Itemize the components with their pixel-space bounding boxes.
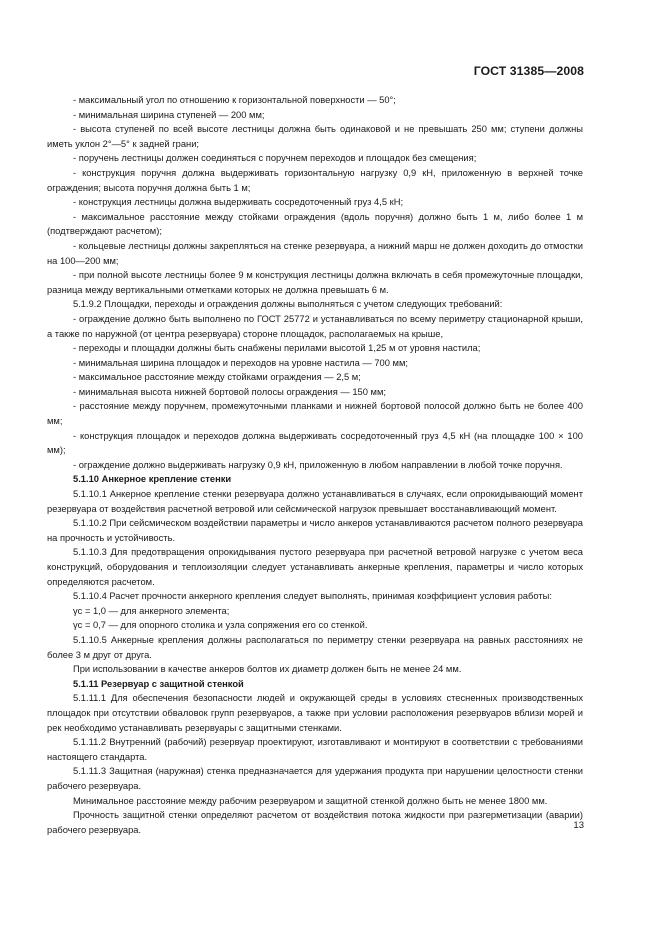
list-item: - минимальная ширина ступеней — 200 мм;	[73, 109, 265, 120]
list-item: - высота ступеней по всей высоте лестницы должна быть одинаковой и не превышать 250 мм; ступени должны иметь уклон 2°—5° к задней грани;	[47, 124, 583, 149]
list-item: - расстояние между поручнем, промежуточными планками и нижней бортовой полосой должно быть не более 400 мм;	[47, 401, 583, 427]
formula-line: γc = 1,0 — для анкерного элемента;	[73, 605, 230, 616]
clause-paragraph: Минимальное расстояние между рабочим резервуаром и защитной стенкой должно быть не менее 1800 мм.	[73, 795, 548, 806]
list-item: - конструкция поручня должна выдерживать горизонтальную нагрузку 0,9 кН, приложенную в верхней точке ограждения; высота поручня должна быть 1 м;	[47, 167, 583, 193]
clause-paragraph: 5.1.10.2 При сейсмическом воздействии параметры и число анкеров устанавливаются расчетом полного резервуара на прочность и устойчивость.	[47, 518, 583, 543]
clause-paragraph: 5.1.10.5 Анкерные крепления должны располагаться по периметру стенки резервуара на равных расстояниях не более 3 м друг от друга.	[47, 634, 583, 660]
list-item: - максимальное расстояние между стойками ограждения (вдоль поручня) должно быть 1 м, либо более 1 м (подтверждают расчетом);	[47, 211, 583, 237]
clause-paragraph: Прочность защитной стенки определяют расчетом от воздействия потока жидкости при разгерметизации (аварии) рабочего резервуара.	[47, 810, 583, 835]
clause-paragraph: 5.1.10.1 Анкерное крепление стенки резервуара должно устанавливаться в случаях, если опрокидывающий момент резервуара от воздействия расчетной ветровой или сейсмической нагрузок превышает восстанавливающий момент.	[47, 489, 583, 514]
list-item: - кольцевые лестницы должны закрепляться на стенке резервуара, а нижний марш не должен доходить до отмостки на 100—200 мм;	[47, 240, 583, 266]
formula-line: γc = 0,7 — для опорного столика и узла сопряжения его со стенкой.	[73, 620, 368, 631]
list-item: - конструкция лестницы должна выдерживать сосредоточенный груз 4,5 кН;	[73, 197, 404, 208]
list-item: - ограждение должно выдерживать нагрузку 0,9 кН, приложенную в любом направлении в любой точке поручня.	[73, 459, 563, 470]
list-item: - ограждение должно быть выполнено по ГОСТ 25772 и устанавливаться по всему периметру стационарной крыши, а также по наружной (от центра резервуара) стороне площадок, располагаемых на крыше,	[47, 313, 583, 339]
list-item: - минимальная высота нижней бортовой полосы ограждения — 150 мм;	[73, 386, 386, 397]
list-item: - максимальное расстояние между стойками ограждения — 2,5 м;	[73, 372, 361, 383]
document-id: ГОСТ 31385—2008	[473, 64, 584, 78]
list-item: - максимальный угол по отношению к горизонтальной поверхности — 50°;	[73, 95, 396, 105]
clause-paragraph: 5.1.11.1 Для обеспечения безопасности людей и окружающей среды в условиях стесненных производственных площадок при отсутствии обваловок групп резервуаров, а также при условии расположения резервуаров вблизи морей и рек необходимо устанавливать резервуары с защитными стенками.	[47, 693, 583, 733]
clause-paragraph: 5.1.11.3 Защитная (наружная) стенка предназначается для удержания продукта при нарушении целостности стенки рабочего резервуара.	[47, 766, 583, 791]
section-heading: 5.1.10 Анкерное крепление стенки	[73, 474, 232, 485]
list-item: - конструкция площадок и переходов должна выдерживать сосредоточенный груз 4,5 кН (на площадке 100 × 100 мм);	[47, 430, 583, 456]
list-item: - минимальная ширина площадок и переходов на уровне настила — 700 мм;	[73, 357, 408, 368]
list-item: - переходы и площадки должны быть снабжены перилами высотой 1,25 м от уровня настила;	[73, 343, 481, 354]
clause-paragraph: 5.1.10.4 Расчет прочности анкерного крепления следует выполнять, принимая коэффициент условия работы:	[73, 591, 552, 602]
clause-paragraph: 5.1.11.2 Внутренний (рабочий) резервуар проектируют, изготавливают и монтируют в соответствии с требованиями настоящего стандарта.	[47, 737, 583, 762]
clause-paragraph: При использовании в качестве анкеров болтов их диаметр должен быть не менее 24 мм.	[73, 664, 462, 675]
document-body	[47, 93, 583, 837]
list-item: - поручень лестницы должен соединяться с поручнем переходов и площадок без смещения;	[73, 153, 477, 164]
section-heading: 5.1.11 Резервуар с защитной стенкой	[73, 678, 244, 689]
page-number: 13	[573, 820, 584, 831]
list-item: - при полной высоте лестницы более 9 м конструкция лестницы должна включать в себя промежуточные площадки, разница между вертикальными отметками которых не должна превышать 6 м.	[47, 270, 583, 295]
clause-paragraph: 5.1.9.2 Площадки, переходы и ограждения должны выполняться с учетом следующих требований:	[73, 299, 503, 310]
clause-paragraph: 5.1.10.3 Для предотвращения опрокидывания пустого резервуара при расчетной ветровой нагрузке с учетом веса конструкций, оборудования и теплоизоляции следует устанавливать анкерные крепления, параметры и число которых определяются расчетом.	[47, 547, 583, 587]
